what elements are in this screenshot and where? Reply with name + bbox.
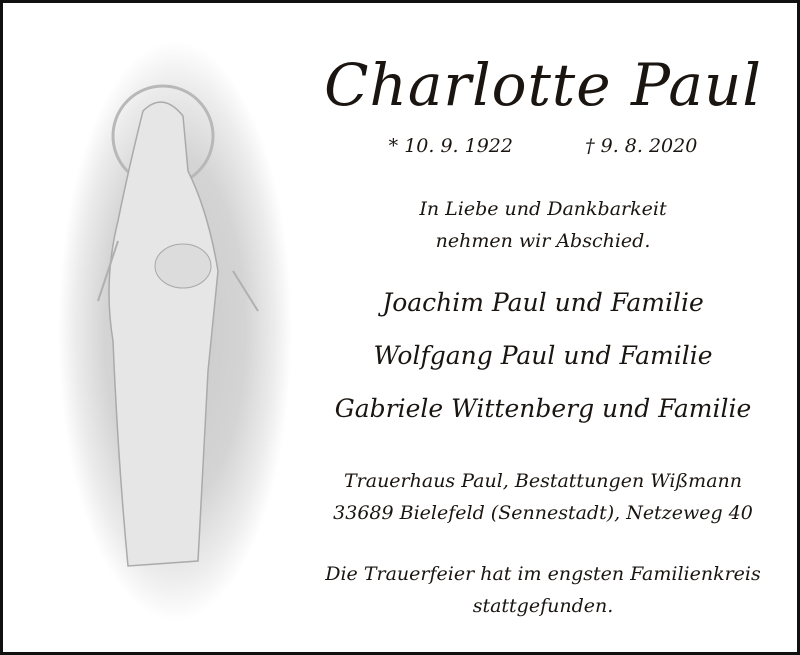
farewell-line: nehmen wir Abschied. bbox=[435, 230, 651, 252]
funeral-home bbox=[303, 465, 783, 529]
note-line: Die Trauerfeier hat im engsten Familienkreis bbox=[325, 563, 761, 585]
life-dates bbox=[303, 135, 783, 157]
birth-date: * 10. 9. 1922 bbox=[388, 135, 513, 157]
mourners-list bbox=[303, 276, 783, 435]
death-date: † 9. 8. 2020 bbox=[585, 135, 698, 157]
madonna-relief-image bbox=[58, 41, 293, 621]
mourner: Joachim Paul und Familie bbox=[382, 288, 704, 317]
farewell-text bbox=[303, 193, 783, 257]
farewell-line: In Liebe und Dankbarkeit bbox=[419, 198, 667, 220]
mourner: Wolfgang Paul und Familie bbox=[373, 341, 713, 370]
funeral-home-name: Trauerhaus Paul, Bestattungen Wißmann bbox=[343, 470, 743, 492]
note-line: stattgefunden. bbox=[472, 595, 614, 617]
deceased-name: Charlotte Paul bbox=[324, 51, 762, 119]
ceremony-note bbox=[303, 558, 783, 622]
funeral-home-address: 33689 Bielefeld (Sennestadt), Netzeweg 40 bbox=[333, 502, 753, 524]
mourner: Gabriele Wittenberg und Familie bbox=[334, 394, 752, 423]
